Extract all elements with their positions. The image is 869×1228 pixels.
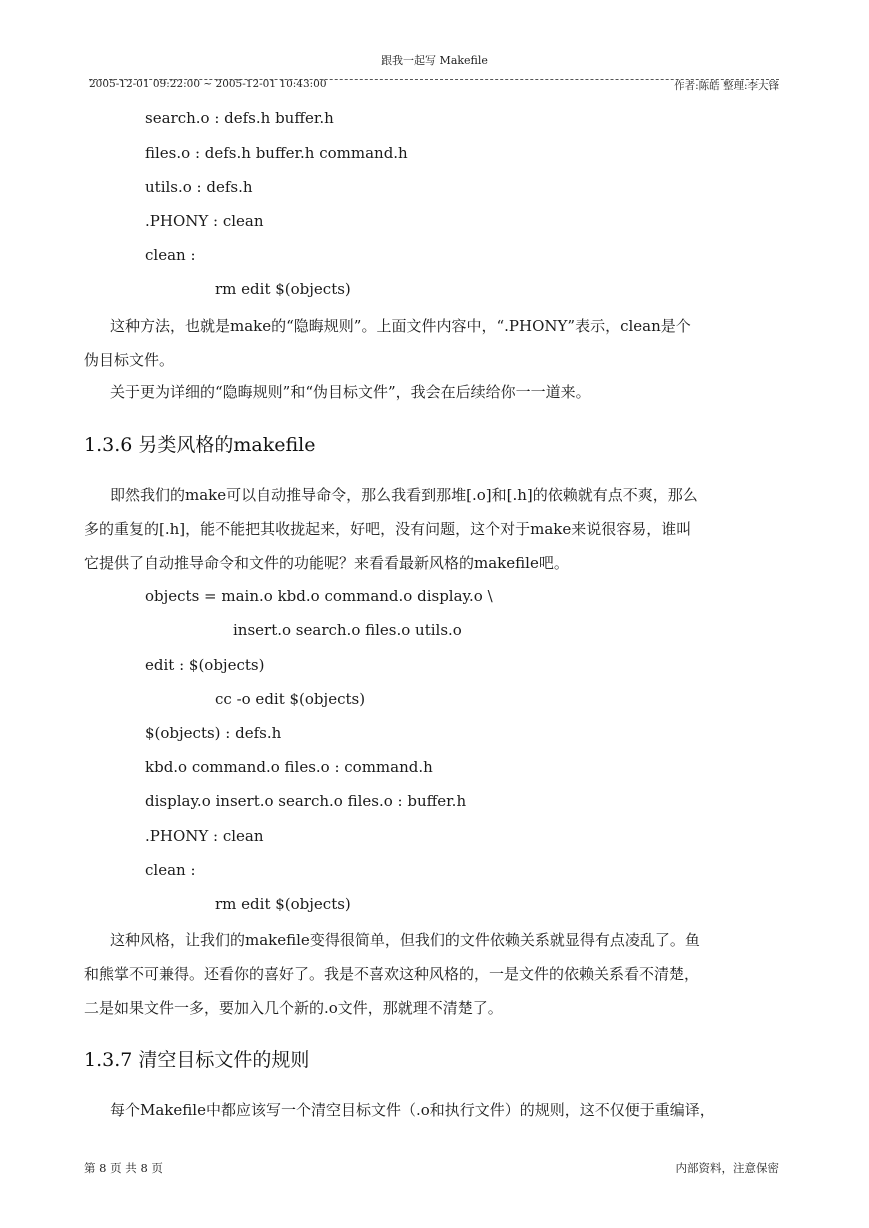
code-line: $(objects) : defs.h bbox=[145, 724, 282, 742]
paragraph-line: 每个Makefile中都应该写一个清空目标文件（.o和执行文件）的规则，这不仅便于重编译， bbox=[110, 1101, 715, 1119]
code-line: rm edit $(objects) bbox=[215, 895, 351, 913]
code-line: cc -o edit $(objects) bbox=[215, 690, 366, 708]
paragraph-line: 多的重复的[.h]，能不能把其收拢起来，好吧，没有问题，这个对于make来说很容易，谁叫 bbox=[84, 520, 692, 538]
section-heading: 1.3.6 另类风格的makefile bbox=[84, 434, 316, 456]
code-line: objects = main.o kbd.o command.o display.o \ bbox=[145, 587, 493, 605]
paragraph-line: 二是如果文件一多，要加入几个新的.o文件，那就理不清楚了。 bbox=[84, 999, 503, 1017]
paragraph-line: 伪目标文件。 bbox=[84, 351, 175, 369]
paragraph-line: 和熊掌不可兼得。还看你的喜好了。我是不喜欢这种风格的，一是文件的依赖关系看不清楚， bbox=[84, 965, 700, 983]
code-line: clean : bbox=[145, 246, 196, 264]
running-header-title: 跟我一起写 Makefile bbox=[381, 54, 488, 67]
code-line: edit : $(objects) bbox=[145, 656, 265, 674]
code-line: utils.o : defs.h bbox=[145, 178, 253, 196]
paragraph-line: 关于更为详细的“隐晦规则”和“伪目标文件”，我会在后续给你一一道来。 bbox=[110, 383, 591, 401]
paragraph-line: 即然我们的make可以自动推导命令，那么我看到那堆[.o]和[.h]的依赖就有点不爽，那么 bbox=[110, 486, 698, 504]
code-line: clean : bbox=[145, 861, 196, 879]
paragraph-line: 它提供了自动推导命令和文件的功能呢？来看看最新风格的makefile吧。 bbox=[84, 554, 569, 572]
code-line: insert.o search.o files.o utils.o bbox=[233, 621, 462, 639]
confidential-note: 内部资料，注意保密 bbox=[675, 1161, 779, 1175]
code-line: display.o insert.o search.o files.o : buffer.h bbox=[145, 792, 467, 810]
code-line: .PHONY : clean bbox=[145, 827, 264, 845]
code-line: .PHONY : clean bbox=[145, 212, 264, 230]
code-line: kbd.o command.o files.o : command.h bbox=[145, 758, 433, 776]
page-number: 第 8 页 共 8 页 bbox=[84, 1161, 163, 1175]
paragraph-line: 这种风格，让我们的makefile变得很简单，但我们的文件依赖关系就显得有点凌乱了。鱼 bbox=[110, 931, 700, 949]
code-line: rm edit $(objects) bbox=[215, 280, 351, 298]
section-heading: 1.3.7 清空目标文件的规则 bbox=[84, 1049, 310, 1071]
header-timestamp: 2005-12-01 09:22:00 ~ 2005-12-01 10:43:00 bbox=[89, 78, 327, 90]
paragraph-line: 这种方法，也就是make的“隐晦规则”。上面文件内容中，“.PHONY”表示，clean是个 bbox=[110, 317, 691, 335]
header-author: 作者:陈皓 整理:李大锋 bbox=[674, 80, 779, 92]
code-line: search.o : defs.h buffer.h bbox=[145, 109, 334, 127]
code-line: files.o : defs.h buffer.h command.h bbox=[145, 144, 408, 162]
